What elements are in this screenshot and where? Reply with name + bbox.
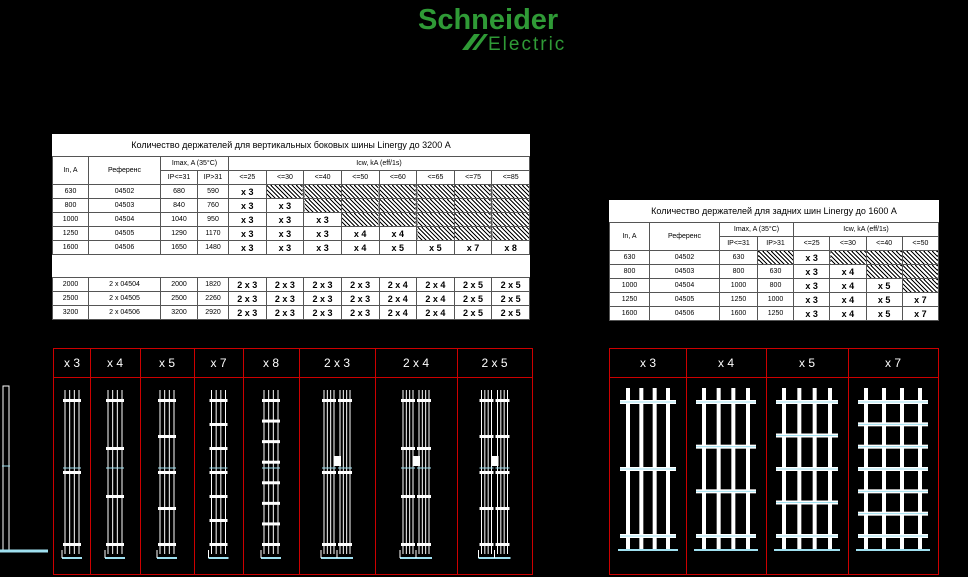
cell-holder-count: x 3 <box>794 265 830 279</box>
cell-holder-count: x 4 <box>341 241 379 255</box>
holder-mark <box>158 435 176 438</box>
diagram-label: 2 x 5 <box>481 356 508 370</box>
cell-in: 1250 <box>53 227 89 241</box>
holder-mark <box>210 471 228 474</box>
cell-not-applicable <box>866 251 902 265</box>
cell-holder-count: 2 x 3 <box>304 292 342 306</box>
icw-level-header: <=25 <box>794 237 830 251</box>
cell-imax-ip-gt31: 2260 <box>198 292 229 306</box>
holder-mark <box>338 471 352 474</box>
cell-not-applicable <box>492 227 530 241</box>
cell-holder-count: 2 x 4 <box>417 292 455 306</box>
cell-in: 1600 <box>610 307 650 321</box>
cell-holder-count: 2 x 5 <box>492 278 530 292</box>
table-title: Количество держателей для вертикальных боковых шины Linergy до 3200 A <box>131 140 451 150</box>
cell-imax-ip31: 800 <box>720 265 758 279</box>
logo-mark-icon <box>462 34 488 50</box>
icw-level-header: <=60 <box>379 171 417 185</box>
busbar-bar <box>731 388 735 550</box>
cell-imax-ip-gt31: 1480 <box>198 241 229 255</box>
holder-mark <box>480 471 494 474</box>
table-title: Количество держателей для задних шин Linergy до 1600 A <box>651 206 897 216</box>
cell-holder-count: 2 x 3 <box>229 292 267 306</box>
cell-imax-ip-gt31: 1000 <box>758 293 794 307</box>
col-imax-header: Imax, A (35°C) <box>161 157 229 171</box>
cell-holder-count: x 3 <box>229 241 267 255</box>
sub-ip31-header: IP<=31 <box>720 237 758 251</box>
vertical-busbar-drawing <box>140 378 194 574</box>
holder-mark <box>480 543 494 546</box>
holder-mark <box>158 471 176 474</box>
cell-imax-ip-gt31: 1820 <box>198 278 229 292</box>
vertical-busbar-drawing <box>90 378 140 574</box>
holder-mark <box>262 543 280 546</box>
cell-imax-ip-gt31: 950 <box>198 213 229 227</box>
sub-ip31-header: IP<=31 <box>161 171 198 185</box>
holder-mark <box>106 543 124 546</box>
cell-ref: 04504 <box>650 279 720 293</box>
icw-level-header: <=30 <box>266 171 304 185</box>
holder-mark <box>262 502 280 505</box>
cell-not-applicable <box>379 185 417 199</box>
holder-mark <box>210 495 228 498</box>
rear-holder-diagrams <box>609 348 939 575</box>
holder-mark <box>106 495 124 498</box>
vertical-busbar-drawing <box>243 378 299 574</box>
vertical-busbar-drawing <box>457 378 532 574</box>
cell-imax-ip31: 1000 <box>720 279 758 293</box>
diagram-label: x 8 <box>262 356 279 370</box>
cell-holder-count: 2 x 3 <box>229 306 267 320</box>
holder-mark <box>496 507 510 510</box>
holder-mark <box>106 399 124 402</box>
cell-in: 1600 <box>53 241 89 255</box>
vertical-holder-diagrams <box>53 348 533 575</box>
holder-mark <box>63 399 81 402</box>
cell-imax-ip31: 1290 <box>161 227 198 241</box>
cell-holder-count: 2 x 3 <box>304 278 342 292</box>
cell-imax-ip-gt31: 1170 <box>198 227 229 241</box>
holder-mark <box>210 519 228 522</box>
cell-holder-count: x 3 <box>229 185 267 199</box>
vertical-busbar-drawing <box>194 378 243 574</box>
holder-mark <box>417 543 431 546</box>
logo-line2: Electric <box>488 34 567 54</box>
cell-not-applicable <box>492 213 530 227</box>
cell-ref: 2 x 04506 <box>89 306 161 320</box>
table-row <box>53 213 530 227</box>
col-icw-header: Icw, kA (eff/1s) <box>794 223 939 237</box>
cell-ref: 2 x 04504 <box>89 278 161 292</box>
cell-in: 1000 <box>53 213 89 227</box>
diagram-label: x 4 <box>106 356 123 370</box>
cell-holder-count: 2 x 3 <box>341 306 379 320</box>
holder-mark <box>262 440 280 443</box>
vertical-busbar-drawing <box>375 378 457 574</box>
cell-holder-count: x 4 <box>341 227 379 241</box>
vertical-busbar-drawing <box>299 378 375 574</box>
cell-holder-count: x 5 <box>417 241 455 255</box>
cell-in: 800 <box>53 199 89 213</box>
cell-not-applicable <box>866 265 902 279</box>
cell-ref: 04504 <box>89 213 161 227</box>
table-row <box>53 292 530 306</box>
col-in-header: In, A <box>610 223 650 251</box>
cell-holder-count: x 7 <box>454 241 492 255</box>
holder-mark <box>480 435 494 438</box>
cell-not-applicable <box>417 185 455 199</box>
cell-holder-count: 2 x 5 <box>454 306 492 320</box>
cell-holder-count: x 3 <box>794 293 830 307</box>
icw-level-header: <=75 <box>454 171 492 185</box>
cell-holder-count: 2 x 3 <box>341 292 379 306</box>
diagram-label: x 3 <box>639 356 656 370</box>
table-row <box>610 307 939 321</box>
cell-holder-count: x 3 <box>304 241 342 255</box>
cell-not-applicable <box>454 185 492 199</box>
table-row <box>610 265 939 279</box>
holder-mark <box>401 399 415 402</box>
cell-imax-ip31: 630 <box>720 251 758 265</box>
icw-level-header: <=40 <box>866 237 902 251</box>
holder-mark <box>63 471 81 474</box>
table-row <box>53 278 530 292</box>
table-spacer <box>53 255 530 278</box>
diagram-label: x 4 <box>717 356 734 370</box>
logo-line1: Schneider <box>418 4 559 36</box>
vertical-busbar-drawing <box>54 378 90 574</box>
cell-holder-count: x 3 <box>266 241 304 255</box>
holder-mark <box>496 471 510 474</box>
cell-holder-count: 2 x 4 <box>379 306 417 320</box>
cell-imax-ip31: 840 <box>161 199 198 213</box>
cell-ref: 04502 <box>89 185 161 199</box>
cell-holder-count: x 3 <box>266 199 304 213</box>
busbar-bar <box>702 388 706 550</box>
cell-holder-count: x 4 <box>830 307 866 321</box>
cell-holder-count: x 3 <box>304 227 342 241</box>
holder-mark <box>262 522 280 525</box>
rear-busbar-drawing <box>610 378 686 574</box>
icw-level-header: <=30 <box>830 237 866 251</box>
cell-ref: 04502 <box>650 251 720 265</box>
coupler-block <box>492 456 499 466</box>
cell-imax-ip31: 680 <box>161 185 198 199</box>
rear-busbar-holder-table <box>609 200 939 321</box>
table-row <box>53 306 530 320</box>
cell-not-applicable <box>902 265 938 279</box>
cell-holder-count: x 4 <box>379 227 417 241</box>
holder-mark <box>417 447 431 450</box>
icw-level-header: <=40 <box>304 171 342 185</box>
cell-imax-ip-gt31: 760 <box>198 199 229 213</box>
diagram-label: x 7 <box>884 356 901 370</box>
cell-holder-count: x 3 <box>266 227 304 241</box>
holder-mark <box>158 399 176 402</box>
cell-holder-count: x 3 <box>794 307 830 321</box>
cell-holder-count: 2 x 4 <box>379 292 417 306</box>
cell-holder-count: 2 x 3 <box>266 292 304 306</box>
cell-imax-ip-gt31: 800 <box>758 279 794 293</box>
cell-not-applicable <box>454 213 492 227</box>
cell-holder-count: x 3 <box>794 279 830 293</box>
icw-level-header: <=50 <box>902 237 938 251</box>
cell-holder-count: 2 x 4 <box>379 278 417 292</box>
cell-ref: 04505 <box>650 293 720 307</box>
cell-holder-count: x 5 <box>866 279 902 293</box>
cell-not-applicable <box>379 213 417 227</box>
cell-holder-count: x 3 <box>266 213 304 227</box>
cell-imax-ip31: 1040 <box>161 213 198 227</box>
cell-not-applicable <box>379 199 417 213</box>
col-in-header: In, A <box>53 157 89 185</box>
diagram-label: 2 x 3 <box>323 356 350 370</box>
holder-mark <box>210 447 228 450</box>
cell-holder-count: x 3 <box>304 213 342 227</box>
sub-ip-gt31-header: IP>31 <box>198 171 229 185</box>
cell-imax-ip-gt31: 590 <box>198 185 229 199</box>
holder-mark <box>210 543 228 546</box>
holder-mark <box>158 543 176 546</box>
cell-holder-count: x 4 <box>830 279 866 293</box>
cell-not-applicable <box>492 185 530 199</box>
cell-imax-ip31: 1600 <box>720 307 758 321</box>
cell-not-applicable <box>304 185 342 199</box>
cell-holder-count: x 4 <box>830 293 866 307</box>
diagram-label: x 5 <box>798 356 815 370</box>
holder-mark <box>496 435 510 438</box>
holder-mark <box>338 543 352 546</box>
diagram-label: x 7 <box>210 356 227 370</box>
icw-level-header: <=50 <box>341 171 379 185</box>
cell-in: 3200 <box>53 306 89 320</box>
cell-holder-count: 2 x 3 <box>229 278 267 292</box>
cell-holder-count: x 5 <box>866 293 902 307</box>
cell-in: 630 <box>610 251 650 265</box>
holder-mark <box>480 399 494 402</box>
table-row <box>53 241 530 255</box>
holder-mark <box>63 543 81 546</box>
cell-holder-count: x 8 <box>492 241 530 255</box>
table-row <box>610 293 939 307</box>
cell-not-applicable <box>902 251 938 265</box>
coupler-block <box>413 456 420 466</box>
holder-mark <box>158 507 176 510</box>
cell-not-applicable <box>417 199 455 213</box>
holder-mark <box>262 481 280 484</box>
cell-ref: 04503 <box>650 265 720 279</box>
cell-holder-count: 2 x 4 <box>417 306 455 320</box>
holder-mark <box>210 399 228 402</box>
cell-holder-count: 2 x 3 <box>266 306 304 320</box>
holder-mark <box>417 495 431 498</box>
table-row <box>53 227 530 241</box>
cell-holder-count: x 3 <box>794 251 830 265</box>
cell-holder-count: 2 x 5 <box>492 306 530 320</box>
cell-holder-count: 2 x 3 <box>266 278 304 292</box>
holder-mark <box>262 399 280 402</box>
holder-mark <box>401 543 415 546</box>
sub-ip-gt31-header: IP>31 <box>758 237 794 251</box>
cell-imax-ip-gt31: 630 <box>758 265 794 279</box>
rear-busbar-drawing <box>686 378 766 574</box>
holder-mark <box>262 420 280 423</box>
cell-imax-ip31: 3200 <box>161 306 198 320</box>
holder-mark <box>480 507 494 510</box>
cell-not-applicable <box>417 227 455 241</box>
table-row <box>610 279 939 293</box>
icw-level-header: <=85 <box>492 171 530 185</box>
holder-mark <box>322 543 336 546</box>
cell-holder-count: 2 x 3 <box>341 278 379 292</box>
holder-mark <box>401 495 415 498</box>
cell-ref: 2 x 04505 <box>89 292 161 306</box>
icw-level-header: <=25 <box>229 171 267 185</box>
cell-imax-ip31: 2500 <box>161 292 198 306</box>
holder-mark <box>417 399 431 402</box>
cell-in: 1250 <box>610 293 650 307</box>
holder-mark <box>338 399 352 402</box>
cell-not-applicable <box>304 199 342 213</box>
holder-mark <box>496 399 510 402</box>
cell-holder-count: 2 x 3 <box>304 306 342 320</box>
cell-in: 800 <box>610 265 650 279</box>
diagram-label: x 3 <box>63 356 80 370</box>
table-row <box>610 251 939 265</box>
holder-mark <box>322 399 336 402</box>
cell-imax-ip31: 1650 <box>161 241 198 255</box>
cell-holder-count: x 5 <box>379 241 417 255</box>
cell-not-applicable <box>266 185 304 199</box>
cell-holder-count: x 7 <box>902 293 938 307</box>
cell-in: 630 <box>53 185 89 199</box>
holder-mark <box>401 447 415 450</box>
table-row <box>53 185 530 199</box>
cell-imax-ip-gt31 <box>758 251 794 265</box>
cell-ref: 04505 <box>89 227 161 241</box>
cell-ref: 04503 <box>89 199 161 213</box>
cell-holder-count: 2 x 5 <box>492 292 530 306</box>
col-imax-header: Imax, A (35°C) <box>720 223 794 237</box>
cell-not-applicable <box>341 199 379 213</box>
cell-holder-count: 2 x 4 <box>417 278 455 292</box>
busbar-bar <box>717 388 721 550</box>
holder-mark <box>210 423 228 426</box>
cell-holder-count: x 3 <box>229 213 267 227</box>
cell-not-applicable <box>454 199 492 213</box>
cell-not-applicable <box>492 199 530 213</box>
diagram-label: 2 x 4 <box>402 356 429 370</box>
col-ref-header: Референс <box>650 223 720 251</box>
cell-not-applicable <box>454 227 492 241</box>
cell-in: 1000 <box>610 279 650 293</box>
cell-holder-count: 2 x 5 <box>454 292 492 306</box>
coupler-block <box>334 456 341 466</box>
cell-imax-ip-gt31: 2920 <box>198 306 229 320</box>
cell-holder-count: x 7 <box>902 307 938 321</box>
holder-mark <box>496 543 510 546</box>
cell-not-applicable <box>902 279 938 293</box>
cell-ref: 04506 <box>650 307 720 321</box>
cell-in: 2500 <box>53 292 89 306</box>
cell-not-applicable <box>417 213 455 227</box>
cell-not-applicable <box>341 213 379 227</box>
diagram-label: x 5 <box>158 356 175 370</box>
schneider-electric-logo <box>414 2 594 54</box>
rear-busbar-drawing <box>848 378 938 574</box>
table-row <box>53 199 530 213</box>
cell-imax-ip31: 2000 <box>161 278 198 292</box>
col-ref-header: Референс <box>89 157 161 185</box>
cell-imax-ip-gt31: 1250 <box>758 307 794 321</box>
icw-level-header: <=65 <box>417 171 455 185</box>
cell-in: 2000 <box>53 278 89 292</box>
cell-not-applicable <box>341 185 379 199</box>
cell-holder-count: 2 x 5 <box>454 278 492 292</box>
cell-not-applicable <box>830 251 866 265</box>
holder-mark <box>106 447 124 450</box>
busbar-bar <box>746 388 750 550</box>
cell-holder-count: x 3 <box>229 227 267 241</box>
holder-mark <box>262 461 280 464</box>
cell-imax-ip31: 1250 <box>720 293 758 307</box>
cell-holder-count: x 4 <box>830 265 866 279</box>
cell-holder-count: x 5 <box>866 307 902 321</box>
rear-busbar-drawing <box>766 378 848 574</box>
vertical-busbar-holder-table <box>52 134 530 320</box>
col-icw-header: Icw, kA (eff/1s) <box>229 157 530 171</box>
holder-mark <box>322 471 336 474</box>
cell-ref: 04506 <box>89 241 161 255</box>
cell-holder-count: x 3 <box>229 199 267 213</box>
